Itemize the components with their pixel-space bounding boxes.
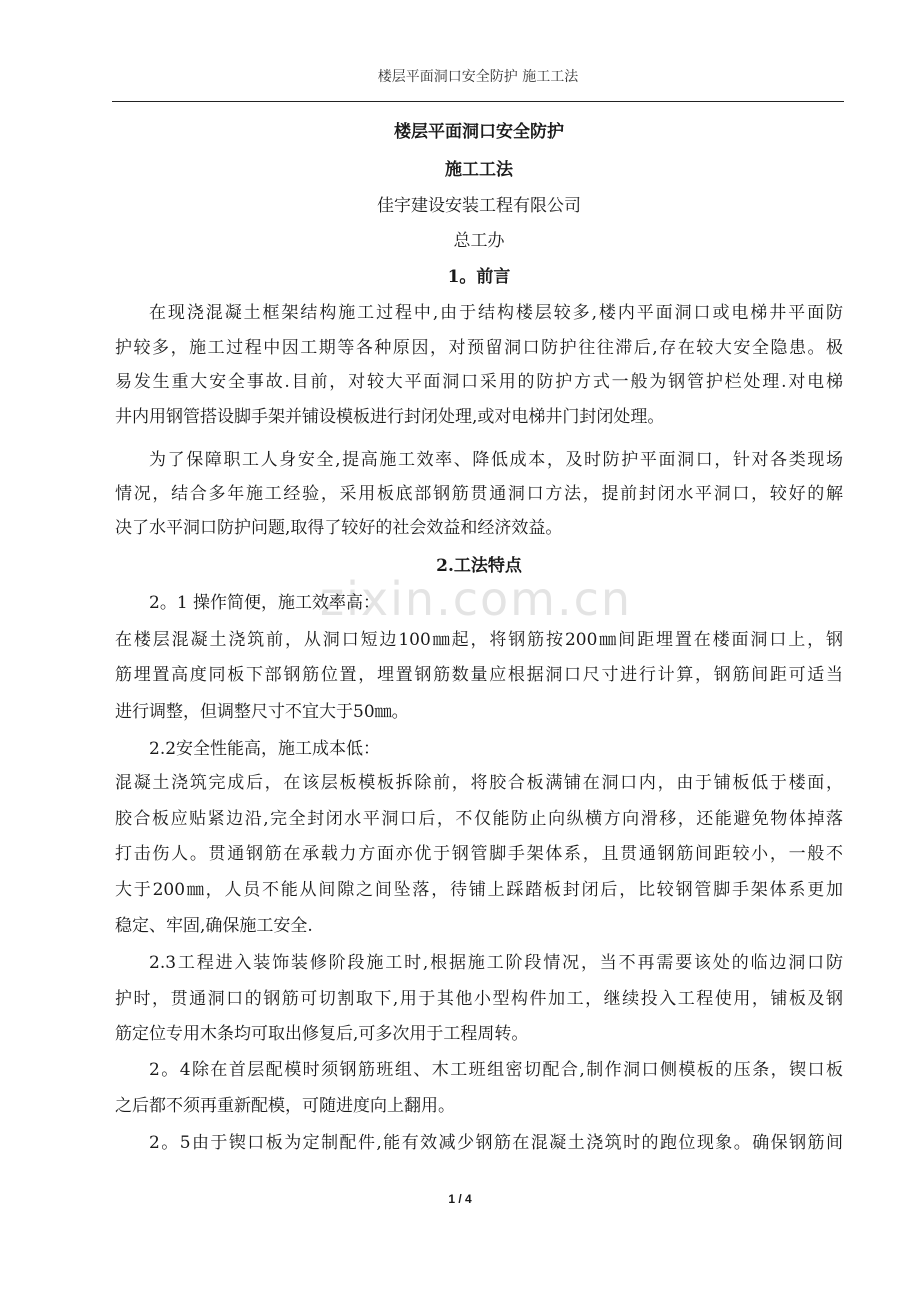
section-2-heading: 2.工法特点 [436, 556, 522, 576]
paragraph-line: 稳定、牢固,确保施工安全. [115, 916, 313, 936]
paragraph-line: 大于200㎜，人员不能从间隙之间坠落，待铺上踩踏板封闭后，比较钢管脚手架体系更加 [115, 880, 843, 900]
watermark-text: zixin.com.cn [320, 572, 633, 626]
company-name: 佳宇建设安装工程有限公司 [377, 196, 581, 216]
paragraph-line: 决了水平洞口防护问题,取得了较好的社会效益和经济效益。 [115, 518, 563, 538]
paragraph-line: 打击伤人。贯通钢筋在承载力方面亦优于钢管脚手架体系，且贯通钢筋间距较小，一般不 [115, 844, 843, 864]
paragraph-line: 进行调整，但调整尺寸不宜大于50㎜。 [115, 702, 409, 722]
paragraph-line: 护时，贯通洞口的钢筋可切割取下,用于其他小型构件加工，继续投入工程使用，铺板及钢 [115, 989, 843, 1009]
paragraph-line: 护较多，施工过程中因工期等各种原因，对预留洞口防护往往滞后,存在较大安全隐患。极 [115, 338, 843, 358]
subsection-title: 2。1 操作简便，施工效率高： [149, 593, 381, 613]
paragraph-line: 情况，结合多年施工经验，采用板底部钢筋贯通洞口方法，提前封闭水平洞口，较好的解 [115, 484, 843, 504]
paragraph-line: 2。5由于锲口板为定制配件,能有效减少钢筋在混凝土浇筑时的跑位现象。确保钢筋间 [149, 1133, 843, 1153]
paragraph-line: 井内用钢管搭设脚手架并铺设模板进行封闭处理,或对电梯井门封闭处理。 [115, 407, 665, 427]
paragraph-line: 在现浇混凝土框架结构施工过程中,由于结构楼层较多,楼内平面洞口或电梯井平面防 [149, 303, 843, 323]
paragraph-line: 胶合板应贴紧边沿,完全封闭水平洞口后，不仅能防止向纵横方向滑移，还能避免物体掉落 [115, 809, 843, 829]
paragraph-line: 2.3工程进入装饰装修阶段施工时,根据施工阶段情况，当不再需要该处的临边洞口防 [149, 953, 843, 973]
paragraph-line: 易发生重大安全事故.目前，对较大平面洞口采用的防护方式一般为钢管护栏处理.对电梯 [115, 372, 843, 392]
paragraph-line: 之后都不须再重新配模，可随进度向上翻用。 [115, 1096, 455, 1116]
paragraph-line: 混凝土浇筑完成后，在该层板模板拆除前，将胶合板满铺在洞口内，由于铺板低于楼面， [115, 773, 843, 793]
paragraph-line: 为了保障职工人身安全,提高施工效率、降低成本，及时防护平面洞口，针对各类现场 [149, 450, 843, 470]
paragraph-line: 筋定位专用木条均可取出修复后,可多次用于工程周转。 [115, 1024, 529, 1044]
paragraph-line: 在楼层混凝土浇筑前，从洞口短边100㎜起，将钢筋按200㎜间距埋置在楼面洞口上，钢 [115, 630, 843, 650]
subsection-title: 2.2安全性能高，施工成本低： [149, 739, 381, 759]
paragraph-line: 2。4除在首层配模时须钢筋班组、木工班组密切配合,制作洞口侧模板的压条，锲口板 [149, 1060, 843, 1080]
department-name: 总工办 [453, 231, 505, 251]
paragraph-line: 筋埋置高度同板下部钢筋位置，埋置钢筋数量应根据洞口尺寸进行计算，钢筋间距可适当 [115, 665, 843, 685]
header-rule [112, 101, 844, 102]
running-header: 楼层平面洞口安全防护 施工工法 [377, 69, 579, 85]
doc-subtitle: 施工工法 [445, 160, 513, 180]
section-1-heading: 1。前言 [447, 267, 511, 287]
doc-title: 楼层平面洞口安全防护 [394, 122, 564, 142]
page-number: 1 / 4 [448, 1192, 472, 1206]
